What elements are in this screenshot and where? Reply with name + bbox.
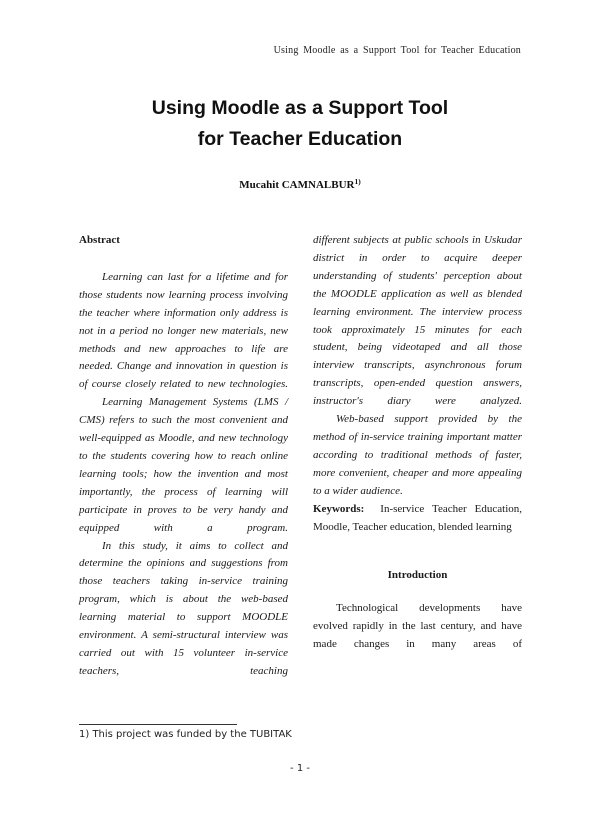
paper-title-line-2: for Teacher Education	[197, 128, 403, 150]
footnote: 1) This project was funded by the TUBITAK	[79, 729, 292, 740]
footnote-divider	[79, 724, 237, 725]
keywords-label: Keywords:	[313, 502, 365, 515]
introduction-heading: Introduction	[387, 569, 448, 582]
abstract-paragraph-2: Learning Management Systems (LMS / CMS) refers to such the most convenient and well-equipped as Moodle, and new technology to the students covering how to reach online learning tools; how the invention and most importantly, the process of learning will participate in proves to be very handy and equipped with a program.	[79, 396, 288, 534]
page-number: - 1 -	[290, 763, 310, 774]
paper-title-line-1: Using Moodle as a Support Tool	[151, 97, 449, 119]
author-name: Mucahit CAMNALBUR	[239, 179, 355, 191]
author	[0, 177, 600, 191]
author-footnote-marker: 1)	[354, 177, 361, 186]
keywords	[313, 501, 522, 537]
abstract-paragraph-3-continued: different subjects at public schools in Uskudar district in order to acquire deeper understanding of students' perception about the MOODLE application as well as blended learning environment. The interview process took approximately 15 minutes for each student, being videotaped and all those interview transcripts, asynchronous forum transcripts, open-ended question answers, instructor's diary were analyzed.	[313, 234, 522, 408]
paper-title	[0, 93, 600, 155]
left-column	[79, 232, 288, 681]
abstract-paragraph-1: Learning can last for a lifetime and for those students now learning process involving the teacher where information only address is not in a period no longer new materials, new methods and new approaches to life are needed. Change and innovation in question is of course closely related to new technologies.	[79, 270, 288, 391]
right-column	[313, 232, 522, 654]
abstract-paragraph-3: In this study, it aims to collect and determine the opinions and suggestions from those teachers taking in-service training program, which is about the web-based learning material to support MOODLE environment. A semi-structural interview was carried out with 15 volunteer in-service teachers, teaching	[79, 539, 288, 677]
abstract-paragraph-4: Web-based support provided by the method of in-service training important matter according to traditional methods of faster, more convenient, cheaper and more appealing to a wider audience.	[313, 413, 522, 497]
running-head: Using Moodle as a Support Tool for Teacher Education	[273, 45, 521, 56]
introduction-text: Technological developments have evolved rapidly in the last century, and have made changes in many areas of	[313, 602, 522, 651]
abstract-heading: Abstract	[79, 234, 120, 246]
keywords-text: In-service Teacher Education, Moodle, Teacher education, blended learning	[313, 502, 522, 533]
